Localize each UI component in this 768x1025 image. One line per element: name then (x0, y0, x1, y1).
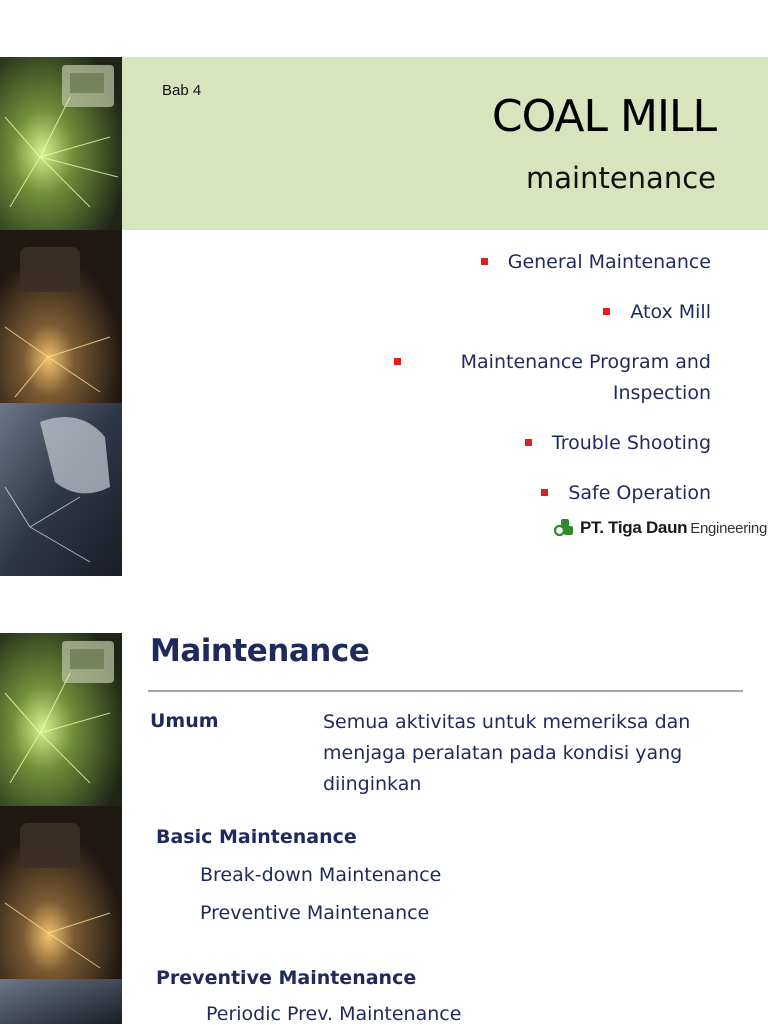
menu-item-label: Atox Mill (630, 301, 711, 323)
bullet-square-icon (394, 358, 401, 365)
welding-photo-strip (0, 57, 122, 576)
slide-coal-mill-title (0, 57, 768, 576)
menu-item-safe-operation[interactable] (331, 478, 711, 509)
slide-subtitle: maintenance (526, 161, 716, 195)
list-item: Periodic Prev. Maintenance (206, 1003, 462, 1025)
menu-item-label: Maintenance Program and Inspection (460, 351, 711, 404)
slide-title: COAL MILL (491, 91, 716, 142)
slide-maintenance (0, 633, 768, 1024)
company-logo (553, 518, 767, 538)
title-header-band (122, 57, 768, 230)
list-item: Break-down Maintenance (200, 864, 442, 886)
company-suffix: Engineering (690, 519, 768, 537)
menu-item-atox-mill[interactable] (331, 297, 711, 328)
chapter-label: Bab 4 (162, 82, 202, 99)
menu-item-general-maintenance[interactable] (331, 247, 711, 278)
menu-item-maintenance-program[interactable] (331, 347, 711, 409)
menu-item-label: Trouble Shooting (551, 432, 711, 454)
menu-item-trouble-shooting[interactable] (331, 428, 711, 459)
welding-photo-strip (0, 633, 122, 1024)
leaf-logo-icon (553, 518, 575, 538)
menu-item-label: General Maintenance (507, 251, 711, 273)
welding-photo-image (0, 633, 122, 1024)
slide-title: Maintenance (150, 633, 370, 669)
preventive-maintenance-heading: Preventive Maintenance (156, 967, 417, 989)
company-name: PT. Tiga Daun (580, 518, 688, 537)
bullet-square-icon (603, 308, 610, 315)
umum-label: Umum (150, 710, 219, 732)
welding-photo-image (0, 57, 122, 576)
bullet-square-icon (525, 439, 532, 446)
bullet-square-icon (481, 258, 488, 265)
basic-maintenance-heading: Basic Maintenance (156, 826, 357, 848)
bullet-square-icon (541, 489, 548, 496)
umum-definition: Semua aktivitas untuk memeriksa dan menjaga peralatan pada kondisi yang diinginkan (323, 711, 691, 795)
menu-item-label: Safe Operation (568, 482, 711, 504)
title-divider (148, 690, 743, 692)
topic-menu (331, 247, 711, 528)
list-item: Preventive Maintenance (200, 902, 430, 924)
